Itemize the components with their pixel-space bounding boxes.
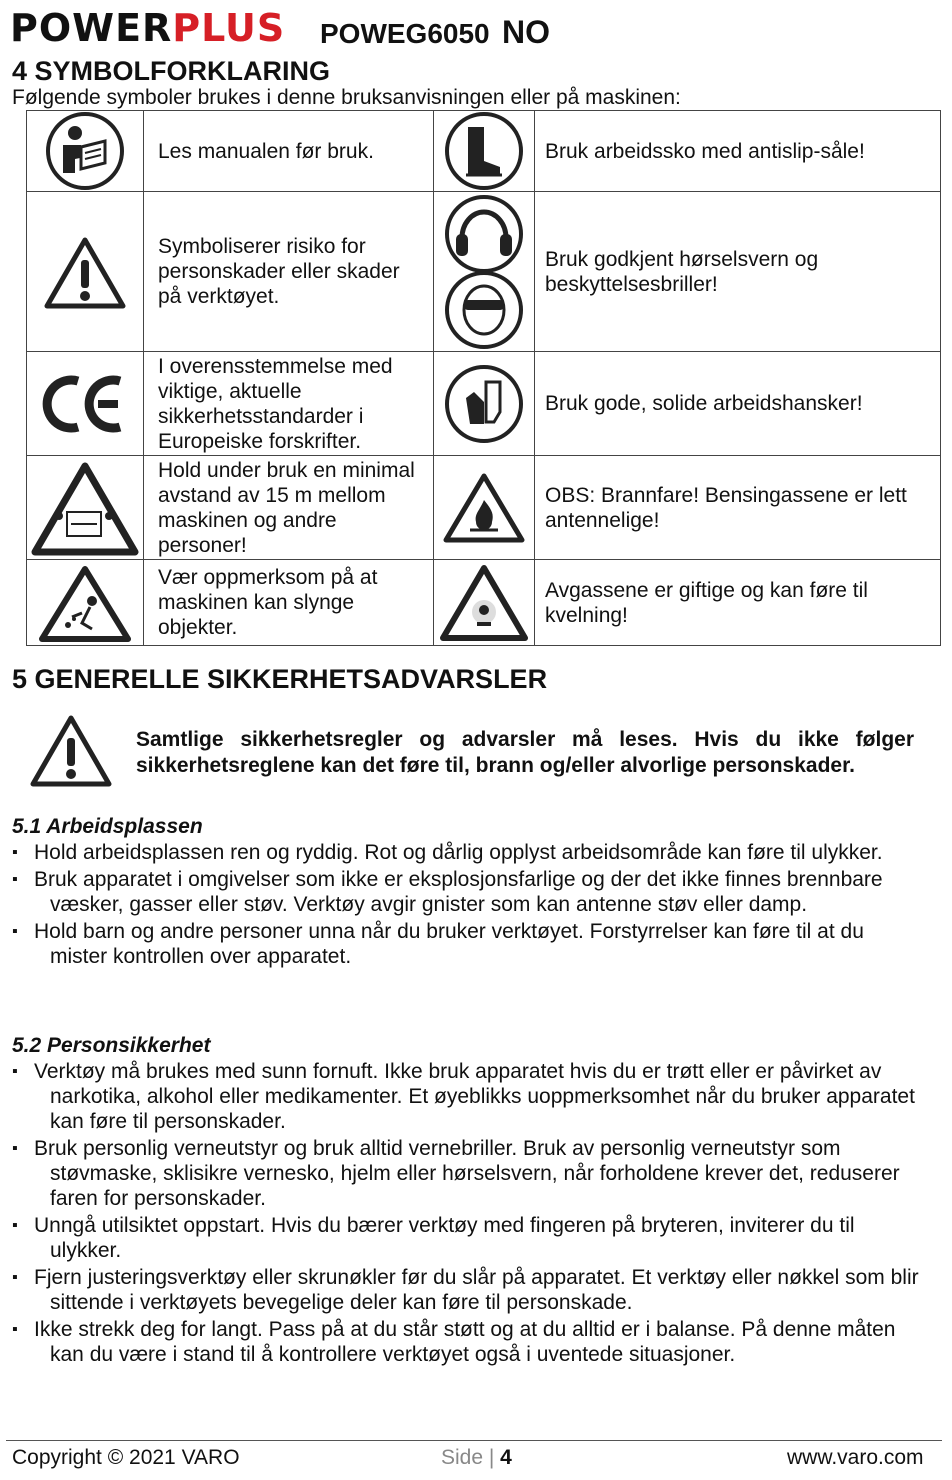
ear-eye-protection-icon bbox=[434, 192, 535, 352]
symbol-row bbox=[27, 352, 941, 456]
list-item: ▪ Bruk apparatet i omgivelser som ikke er eksplosjonsfarlige og der det ikke finnes brennbare væsker, gasser eller støv. Verktøy avgir gnister som kan antenne støv eller damp. bbox=[12, 867, 922, 917]
model-number: POWEG6050 bbox=[320, 18, 490, 49]
symbol-row bbox=[27, 192, 941, 352]
symbol-text: Les manualen før bruk. bbox=[144, 111, 434, 192]
section-4-intro: Følgende symboler brukes i denne bruksanvisningen eller på maskinen: bbox=[12, 86, 681, 109]
symbol-text: Bruk arbeidssko med antislip-såle! bbox=[535, 111, 941, 192]
safety-boot-icon bbox=[434, 111, 535, 192]
list-item: ▪ Fjern justeringsverktøy eller skrunøkler før du slår på apparatet. Et verktøy eller nøkkel som blir sittende i verktøyets bevegelige deler kan føre til personskade. bbox=[12, 1265, 922, 1315]
footer-page-label: Side | bbox=[441, 1446, 501, 1469]
general-warning-line: Samtlige sikkerhetsregler og advarsler må leses. Hvis du ikke følger bbox=[136, 728, 914, 751]
thrown-objects-icon bbox=[27, 560, 144, 646]
list-item: ▪ Bruk personlig verneutstyr og bruk alltid vernebriller. Bruk av personlig verneutstyr som støvmaske, sklisikre vernesko, hjelm eller hørselsvern, når forholdene krever det, reduserer faren for personskader. bbox=[12, 1136, 922, 1211]
symbol-text: Bruk gode, solide arbeidshansker! bbox=[535, 352, 941, 456]
general-warning-text bbox=[136, 727, 914, 779]
footer-page bbox=[441, 1446, 512, 1470]
footer-copyright: Copyright © 2021 VARO bbox=[12, 1446, 240, 1469]
subsection-5-2-list bbox=[12, 1059, 922, 1369]
distance-warning-icon bbox=[27, 456, 144, 560]
symbol-row bbox=[27, 456, 941, 560]
warning-triangle-icon bbox=[26, 712, 116, 792]
symbol-table bbox=[26, 110, 941, 646]
footer-url: www.varo.com bbox=[787, 1446, 924, 1469]
list-item: ▪ Hold barn og andre personer unna når du bruker verktøyet. Forstyrrelser kan føre til at du mister kontrollen over apparatet. bbox=[12, 919, 922, 969]
manual-icon bbox=[27, 111, 144, 192]
warning-triangle-icon bbox=[27, 192, 144, 352]
footer-divider bbox=[6, 1440, 942, 1441]
ce-mark-icon bbox=[27, 352, 144, 456]
subsection-5-1-list bbox=[12, 840, 922, 971]
brand-logo bbox=[10, 6, 285, 50]
symbol-text: OBS: Brannfare! Bensingassene er lett antennelige! bbox=[535, 456, 941, 560]
subsection-5-1-title: 5.1 Arbeidsplassen bbox=[12, 815, 203, 838]
toxic-gas-icon bbox=[434, 560, 535, 646]
symbol-text: Avgassene er giftige og kan føre til kvelning! bbox=[535, 560, 941, 646]
brand-logo-part1: POWER bbox=[10, 6, 173, 50]
symbol-text: Vær oppmerksom på at maskinen kan slynge objekter. bbox=[144, 560, 434, 646]
symbol-text: Bruk godkjent hørselsvern og beskyttelsesbriller! bbox=[535, 192, 941, 352]
fire-warning-icon bbox=[434, 456, 535, 560]
brand-logo-part2: PLUS bbox=[172, 6, 286, 50]
symbol-text: Hold under bruk en minimal avstand av 15 m mellom maskinen og andre personer! bbox=[144, 456, 434, 560]
section-4-title: 4 SYMBOLFORKLARING bbox=[12, 56, 331, 86]
list-item: ▪ Unngå utilsiktet oppstart. Hvis du bærer verktøy med fingeren på bryteren, inviterer du til ulykker. bbox=[12, 1213, 922, 1263]
section-5-title: 5 GENERELLE SIKKERHETSADVARSLER bbox=[12, 664, 548, 694]
symbol-text: Symboliserer risiko for personskader eller skader på verktøyet. bbox=[144, 192, 434, 352]
symbol-row bbox=[27, 111, 941, 192]
list-item: ▪ Hold arbeidsplassen ren og ryddig. Rot og dårlig opplyst arbeidsområde kan føre til ulykker. bbox=[12, 840, 922, 865]
symbol-text: I overensstemmelse med viktige, aktuelle sikkerhetsstandarder i Europeiske forskrifter. bbox=[144, 352, 434, 456]
language-code: NO bbox=[502, 14, 550, 50]
symbol-row bbox=[27, 560, 941, 646]
general-warning-line: sikkerhetsreglene kan det føre til, brann og/eller alvorlige personskader. bbox=[136, 754, 855, 777]
list-item: ▪ Verktøy må brukes med sunn fornuft. Ikke bruk apparatet hvis du er trøtt eller er påvirket av narkotika, alkohol eller medikamenter. Et øyeblikks uoppmerksomhet når du bruker apparatet kan føre til personskader. bbox=[12, 1059, 922, 1134]
list-item: ▪ Ikke strekk deg for langt. Pass på at du står støtt og at du alltid er i balanse. På denne måten kan du være i stand til å kontrollere verktøyet også i uventede situasjoner. bbox=[12, 1317, 922, 1367]
gloves-icon bbox=[434, 352, 535, 456]
subsection-5-2-title: 5.2 Personsikkerhet bbox=[12, 1034, 211, 1057]
footer-page-number: 4 bbox=[500, 1446, 512, 1469]
